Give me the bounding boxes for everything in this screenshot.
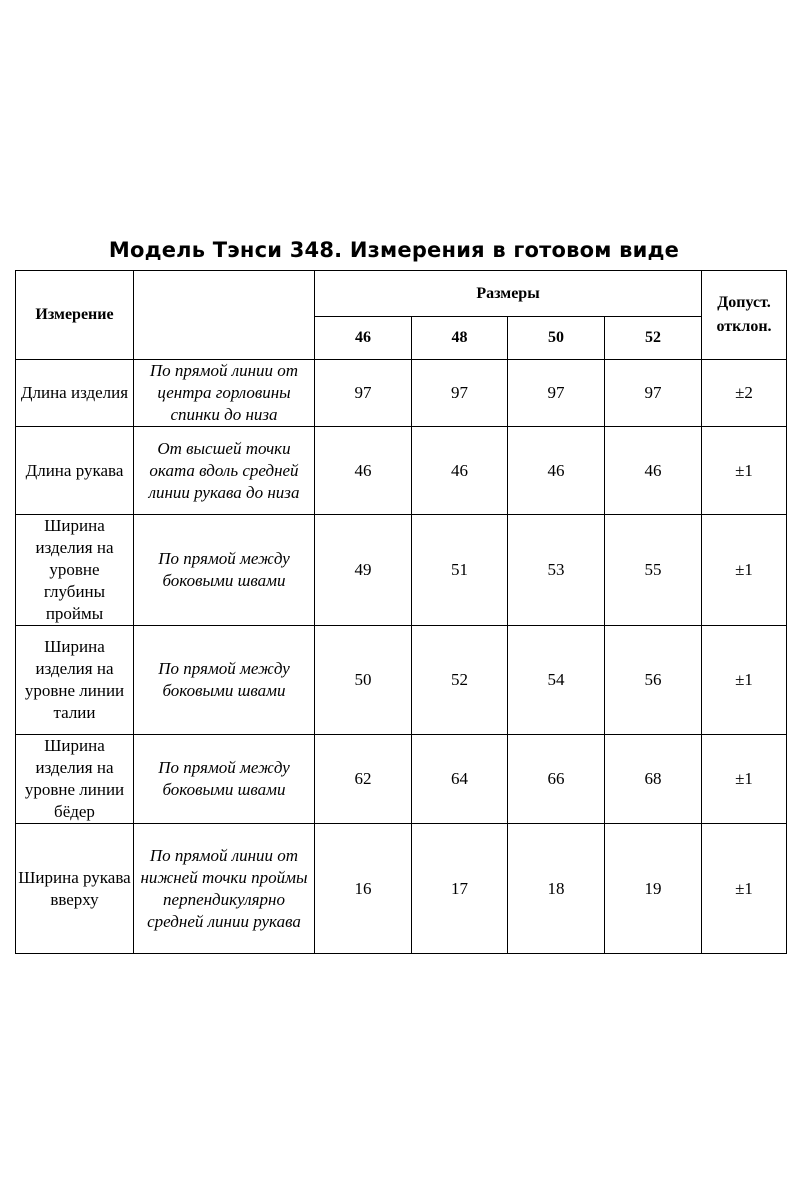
value-cell: 97 [508, 360, 605, 427]
measurement-name: Длина рукава [16, 427, 134, 515]
measurement-description: По прямой между боковыми швами [134, 626, 315, 735]
value-cell: 68 [605, 735, 702, 824]
measurement-name: Ширина изделия на уровне глубины проймы [16, 515, 134, 626]
header-size-52: 52 [605, 317, 702, 360]
value-cell: 97 [315, 360, 412, 427]
tolerance-cell: ±2 [702, 360, 787, 427]
header-size-50: 50 [508, 317, 605, 360]
value-cell: 17 [412, 824, 508, 954]
value-cell: 52 [412, 626, 508, 735]
measurement-name: Ширина рукава вверху [16, 824, 134, 954]
value-cell: 46 [605, 427, 702, 515]
value-cell: 46 [315, 427, 412, 515]
value-cell: 49 [315, 515, 412, 626]
measurement-name: Ширина изделия на уровне линии бёдер [16, 735, 134, 824]
value-cell: 54 [508, 626, 605, 735]
header-tolerance: Допуст. отклон. [702, 271, 787, 360]
tolerance-cell: ±1 [702, 824, 787, 954]
value-cell: 97 [412, 360, 508, 427]
value-cell: 64 [412, 735, 508, 824]
header-description-blank [134, 271, 315, 360]
tolerance-cell: ±1 [702, 735, 787, 824]
value-cell: 19 [605, 824, 702, 954]
value-cell: 16 [315, 824, 412, 954]
tolerance-cell: ±1 [702, 626, 787, 735]
header-size-46: 46 [315, 317, 412, 360]
value-cell: 50 [315, 626, 412, 735]
value-cell: 62 [315, 735, 412, 824]
value-cell: 46 [412, 427, 508, 515]
header-measurement: Измерение [16, 271, 134, 360]
measurements-table [15, 270, 787, 954]
measurement-description: По прямой линии от нижней точки проймы перпендикулярно средней линии рукава [134, 824, 315, 954]
page-title: Модель Тэнси 348. Измерения в готовом виде [108, 238, 680, 262]
value-cell: 53 [508, 515, 605, 626]
value-cell: 66 [508, 735, 605, 824]
value-cell: 18 [508, 824, 605, 954]
measurement-description: По прямой между боковыми швами [134, 735, 315, 824]
measurement-description: По прямой между боковыми швами [134, 515, 315, 626]
table-row [16, 515, 787, 626]
header-sizes: Размеры [315, 271, 702, 317]
value-cell: 51 [412, 515, 508, 626]
measurement-name: Длина изделия [16, 360, 134, 427]
value-cell: 46 [508, 427, 605, 515]
value-cell: 55 [605, 515, 702, 626]
table-row [16, 735, 787, 824]
measurement-description: По прямой линии от центра горловины спинки до низа [134, 360, 315, 427]
header-size-48: 48 [412, 317, 508, 360]
value-cell: 97 [605, 360, 702, 427]
tolerance-cell: ±1 [702, 515, 787, 626]
tolerance-cell: ±1 [702, 427, 787, 515]
table-row [16, 626, 787, 735]
table-row [16, 360, 787, 427]
measurement-description: От высшей точки оката вдоль средней линии рукава до низа [134, 427, 315, 515]
value-cell: 56 [605, 626, 702, 735]
table-row [16, 427, 787, 515]
measurement-name: Ширина изделия на уровне линии талии [16, 626, 134, 735]
table-row [16, 824, 787, 954]
